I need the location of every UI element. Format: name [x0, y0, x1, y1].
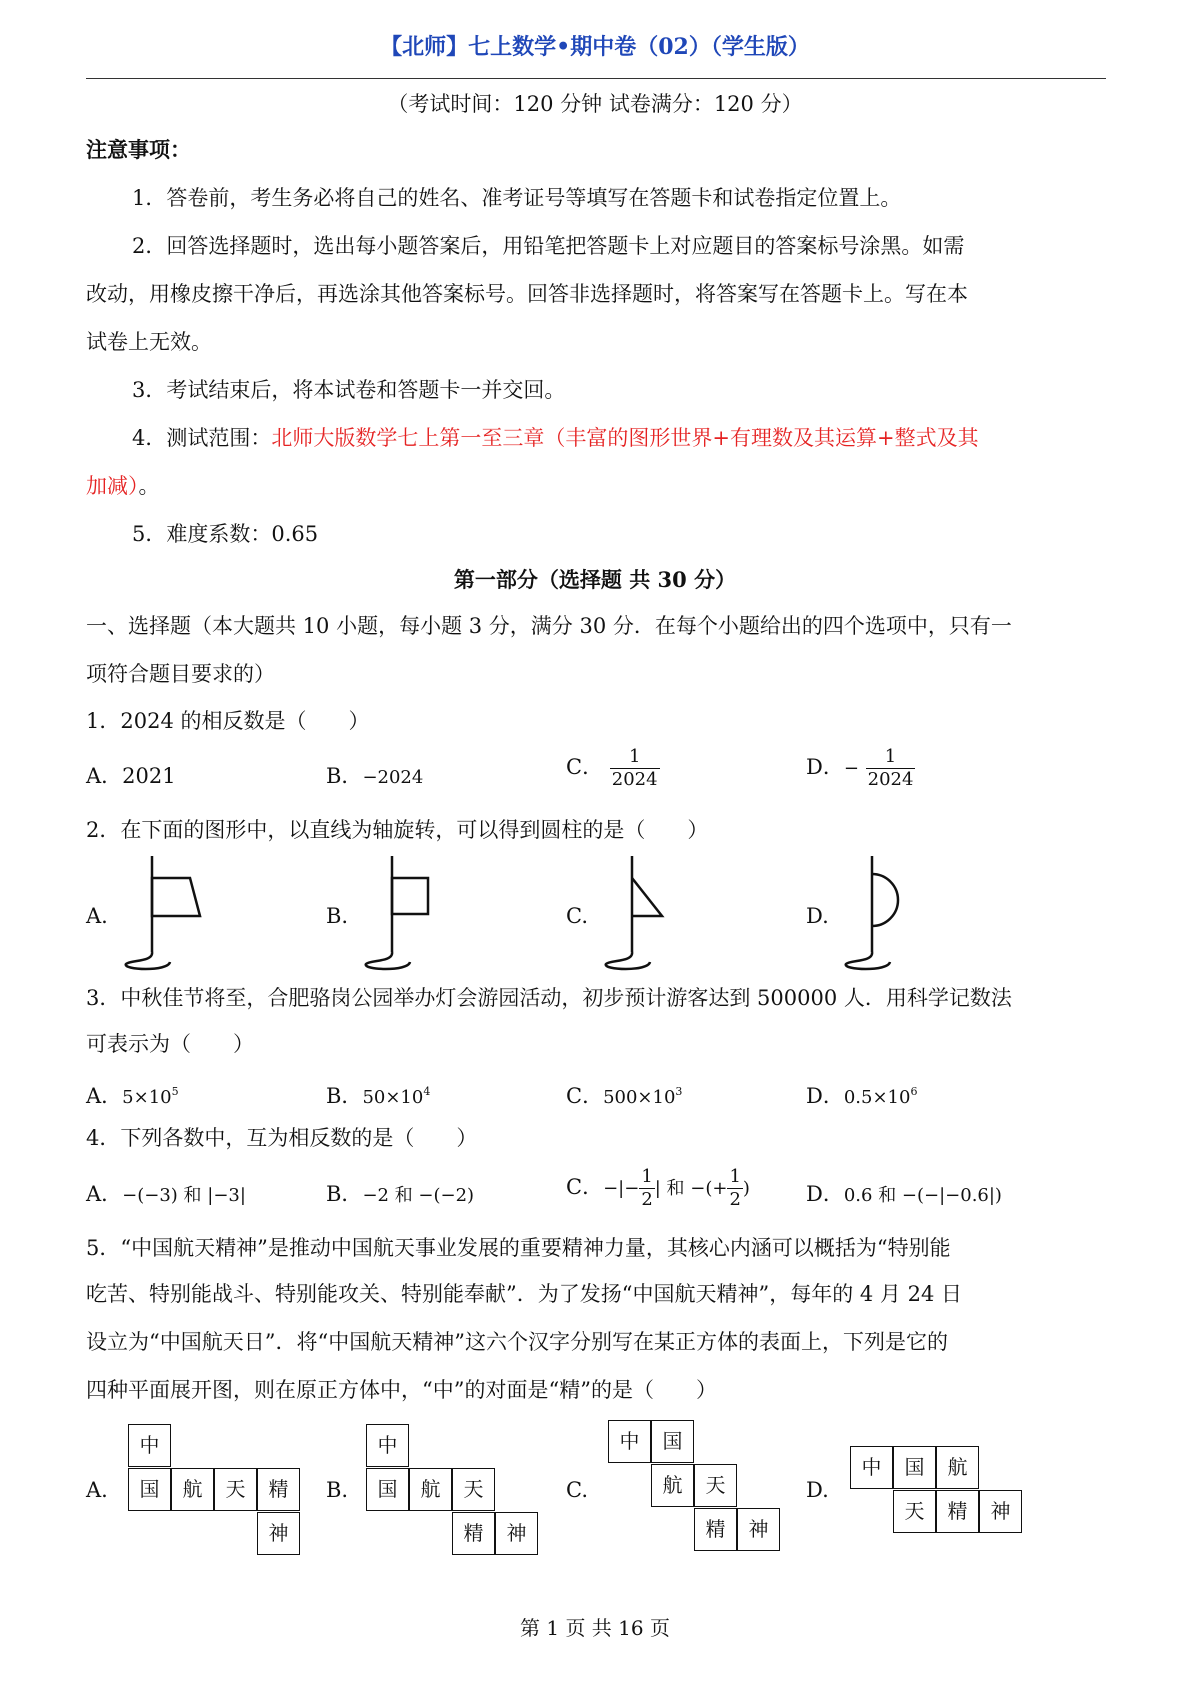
q1-option-d: [806, 746, 915, 791]
q2-figure-d: [838, 852, 928, 974]
q1-c-denominator: 2024: [611, 769, 658, 790]
net-cell: 国: [128, 1468, 171, 1511]
q5-stem-l2: 吃苦、特别能战斗、特别能攻关、特别能奉献”．为了发扬“中国航天精神”，每年的 4 月 24 日: [86, 1282, 962, 1306]
q4-option-c-label: C．: [566, 1175, 604, 1199]
q4-option-c-pre: −|−: [603, 1178, 640, 1199]
q3-stem-cont: 可表示为（ ）: [86, 1032, 254, 1056]
q3-option-b-label: B．: [326, 1084, 363, 1108]
flag-base-curve: [366, 952, 410, 969]
net-cell: 神: [737, 1508, 780, 1551]
q1-option-c-label: C．: [566, 755, 604, 779]
net-cell: 神: [495, 1512, 538, 1555]
q4-option-c-fraction-2: [727, 1166, 742, 1211]
q3-option-d-label: D．: [806, 1084, 844, 1108]
notice-item-4: [132, 424, 979, 452]
q4-option-b-label: B．: [326, 1182, 363, 1206]
net-cell: 中: [608, 1420, 651, 1463]
notice-item-2-end: 试卷上无效。: [86, 330, 212, 354]
section1-desc: 一、选择题（本大题共 10 小题，每小题 3 分，满分 30 分．在每个小题给出的四个选项中，只有一: [86, 614, 1012, 638]
q1-option-d-sign: −: [843, 758, 859, 779]
q1-option-b-value: −2024: [362, 767, 424, 788]
q3-option-b-base: 50×10: [362, 1087, 424, 1108]
net-cell: 航: [409, 1468, 452, 1511]
q3-option-a-label: A．: [86, 1084, 123, 1108]
q5-option-d-label: D.: [806, 1478, 829, 1502]
q2-option-a-label: A.: [86, 904, 108, 928]
q5-stem-l4: 四种平面展开图，则在原正方体中，“中”的对面是“精”的是（ ）: [86, 1378, 717, 1402]
net-cell: 天: [452, 1468, 495, 1511]
net-cell: 国: [366, 1468, 409, 1511]
section1-desc-cont: 项符合题目要求的）: [86, 662, 275, 686]
net-cell: 精: [936, 1490, 979, 1533]
q1-d-denominator: 2024: [867, 769, 914, 790]
q4-option-c-fraction-1: [639, 1166, 654, 1211]
q3-option-a-base: 5×10: [122, 1087, 172, 1108]
q4-option-b: [326, 1180, 474, 1210]
q4-c-numerator-2: 1: [729, 1166, 741, 1187]
q2-option-b-label: B.: [326, 904, 349, 928]
q5-option-b-label: B.: [326, 1478, 349, 1502]
q3-stem: 3．中秋佳节将至，合肥骆岗公园举办灯会游园活动，初步预计游客达到 500000 人．用科学记数法: [86, 986, 1012, 1010]
q1-option-c-fraction: [610, 746, 660, 791]
q3-option-a: [86, 1078, 179, 1112]
flag-base-curve: [606, 952, 650, 969]
q1-option-b: [326, 762, 423, 792]
semicircle-shape: [872, 874, 898, 926]
trapezoid-shape: [152, 878, 200, 916]
q4-option-d: [806, 1180, 1002, 1210]
header-divider: [86, 78, 1106, 79]
notice-item-1: 1．答卷前，考生务必将自己的姓名、准考证号等填写在答题卡和试卷指定位置上。: [132, 186, 902, 210]
q2-stem: 2．在下面的图形中，以直线为轴旋转，可以得到圆柱的是（ ）: [86, 818, 709, 842]
net-cell: 精: [694, 1508, 737, 1551]
rectangle-shape: [392, 878, 428, 914]
q4-option-a-label: A．: [86, 1182, 123, 1206]
net-cell: 精: [257, 1468, 300, 1511]
q1-option-a: A．2021: [86, 764, 176, 788]
exam-info: （考试时间：120 分钟 试卷满分：120 分）: [387, 92, 803, 116]
q1-stem: 1．2024 的相反数是（ ）: [86, 709, 370, 733]
page-header-title: 【北师】七上数学•期中卷（02）（学生版）: [380, 34, 810, 60]
q5-option-a-label: A.: [86, 1478, 108, 1502]
notice-item-4-prefix: 4．测试范围：: [132, 426, 272, 450]
q1-option-d-label: D．: [806, 755, 844, 779]
q2-figure-b: [358, 852, 448, 974]
notice-item-5: 5．难度系数：0.65: [132, 522, 319, 546]
notice-item-3: 3．考试结束后，将本试卷和答题卡一并交回。: [132, 378, 566, 402]
q1-option-c: [566, 746, 660, 791]
q4-c-denominator-2: 2: [729, 1189, 741, 1210]
part1-title: 第一部分（选择题 共 30 分）: [453, 567, 737, 592]
net-cell: 国: [651, 1420, 694, 1463]
net-cell: 天: [893, 1490, 936, 1533]
test-scope: 北师大版数学七上第一至三章（丰富的图形世界+有理数及其运算+整式及其: [271, 426, 979, 450]
q3-option-d-exp: 6: [910, 1085, 918, 1098]
q4-option-c-post: ): [742, 1178, 750, 1199]
q1-option-d-fraction: [866, 746, 916, 791]
net-cell: 航: [171, 1468, 214, 1511]
net-cell: 航: [936, 1446, 979, 1489]
q1-d-numerator: 1: [866, 746, 916, 769]
flag-base-curve: [846, 952, 890, 969]
q3-option-c-exp: 3: [675, 1085, 683, 1098]
net-cell: 中: [128, 1424, 171, 1467]
q4-c-denominator-1: 2: [641, 1189, 653, 1210]
q1-c-numerator: 1: [610, 746, 660, 769]
q3-option-a-exp: 5: [171, 1085, 179, 1098]
page-footer: 第 1 页 共 16 页: [520, 1616, 670, 1640]
net-cell: 航: [651, 1464, 694, 1507]
q3-option-c: [566, 1078, 682, 1112]
q4-option-d-value: 0.6 和 −(−|−0.6|): [843, 1185, 1002, 1206]
q3-option-b-exp: 4: [423, 1085, 431, 1098]
q5-stem-l3: 设立为“中国航天日”．将“中国航天精神”这六个汉字分别写在某正方体的表面上，下列是它的: [86, 1330, 948, 1354]
net-cell: 神: [979, 1490, 1022, 1533]
triangle-shape: [632, 878, 662, 916]
q4-option-c: [566, 1166, 750, 1211]
net-cell: 神: [257, 1512, 300, 1555]
q2-figure-c: [598, 852, 688, 974]
q4-stem: 4．下列各数中，互为相反数的是（ ）: [86, 1126, 478, 1150]
q5-stem: 5．“中国航天精神”是推动中国航天事业发展的重要精神力量，其核心内涵可以概括为“特别能: [86, 1236, 951, 1260]
test-scope-cont: 加减）: [86, 474, 139, 498]
net-cell: 精: [452, 1512, 495, 1555]
q3-option-b: [326, 1078, 430, 1112]
notice-item-4-cont: [86, 472, 160, 500]
q4-c-numerator-1: 1: [641, 1166, 653, 1187]
q2-figure-a: [118, 852, 208, 974]
net-cell: 中: [850, 1446, 893, 1489]
q2-option-c-label: C.: [566, 904, 588, 928]
q1-option-b-label: B．: [326, 764, 363, 788]
net-cell: 天: [694, 1464, 737, 1507]
notice-title: 注意事项：: [86, 137, 191, 162]
net-cell: 天: [214, 1468, 257, 1511]
notice-item-4-suffix: 。: [138, 474, 160, 498]
q3-option-d-base: 0.5×10: [843, 1087, 911, 1108]
net-cell: 国: [893, 1446, 936, 1489]
q3-option-c-label: C．: [566, 1084, 604, 1108]
q4-option-a: [86, 1180, 246, 1210]
q3-option-c-base: 500×10: [603, 1087, 676, 1108]
q3-option-d: [806, 1078, 917, 1112]
notice-item-2-cont: 改动，用橡皮擦干净后，再选涂其他答案标号。回答非选择题时，将答案写在答题卡上。写在本: [86, 282, 968, 306]
q4-option-a-value: −(−3) 和 |−3|: [122, 1185, 246, 1206]
net-cell: 中: [366, 1424, 409, 1467]
notice-item-2: 2．回答选择题时，选出每小题答案后，用铅笔把答题卡上对应题目的答案标号涂黑。如需: [132, 234, 965, 258]
q2-option-d-label: D.: [806, 904, 829, 928]
q5-option-c-label: C.: [566, 1478, 588, 1502]
q4-option-d-label: D．: [806, 1182, 844, 1206]
q4-option-c-mid: | 和 −(+: [654, 1178, 728, 1199]
q4-option-b-value: −2 和 −(−2): [362, 1185, 475, 1206]
flag-base-curve: [126, 952, 170, 969]
